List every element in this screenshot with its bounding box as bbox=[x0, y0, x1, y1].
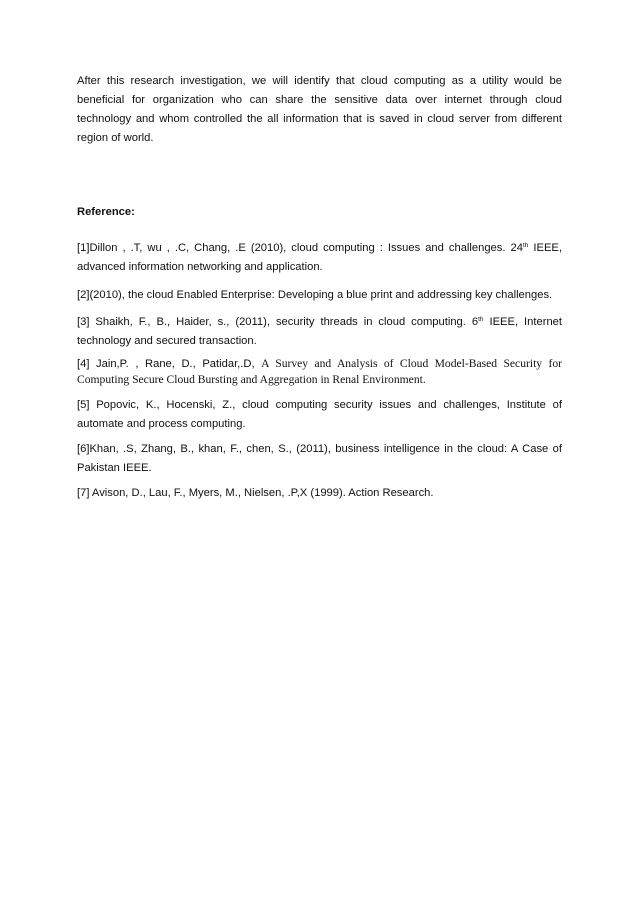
reference-3-text-b: IEEE, Internet technology and secured transaction. bbox=[77, 316, 562, 347]
reference-3-text-a: [3] Shaikh, F., B., Haider, s., (2011), security threads in cloud computing. 6 bbox=[77, 316, 479, 328]
reference-4 bbox=[77, 356, 562, 388]
reference-1-text-b: IEEE, advanced information networking and application. bbox=[77, 242, 562, 273]
reference-3-superscript: th bbox=[478, 316, 484, 323]
intro-paragraph: After this research investigation, we will identify that cloud computing as a utility would be beneficial for organization who can share the sensitive data over internet through cloud technology and whom controlled the all information that is saved in cloud server from different region of world. bbox=[77, 75, 562, 144]
reference-2: [2](2010), the cloud Enabled Enterprise: Developing a blue print and addressing key challenges. bbox=[77, 289, 553, 301]
reference-6: [6]Khan, .S, Zhang, B., khan, F., chen, S., (2011), business intelligence in the cloud: A Case of Pakistan IEEE. bbox=[77, 443, 562, 474]
reference-1-text-a: [1]Dillon , .T, wu , .C, Chang, .E (2010), cloud computing : Issues and challenges. 24 bbox=[77, 242, 523, 254]
reference-1-superscript: th bbox=[522, 242, 529, 249]
reference-3 bbox=[77, 313, 562, 351]
reference-heading: Reference: bbox=[77, 206, 135, 218]
reference-4-text-a: [4] Jain,P. , Rane, D., Patidar,.D, bbox=[77, 358, 262, 370]
reference-5: [5] Popovic, K., Hocenski, Z., cloud computing security issues and challenges, Institute of automate and process computing. bbox=[77, 399, 562, 430]
reference-7: [7] Avison, D., Lau, F., Myers, M., Nielsen, .P,X (1999). Action Research. bbox=[77, 487, 434, 499]
reference-4-title: A Survey and Analysis of Cloud Model-Based Security for Computing Secure Cloud Bursting and Aggregation in Renal Environment. bbox=[77, 357, 562, 386]
reference-1 bbox=[77, 239, 562, 277]
